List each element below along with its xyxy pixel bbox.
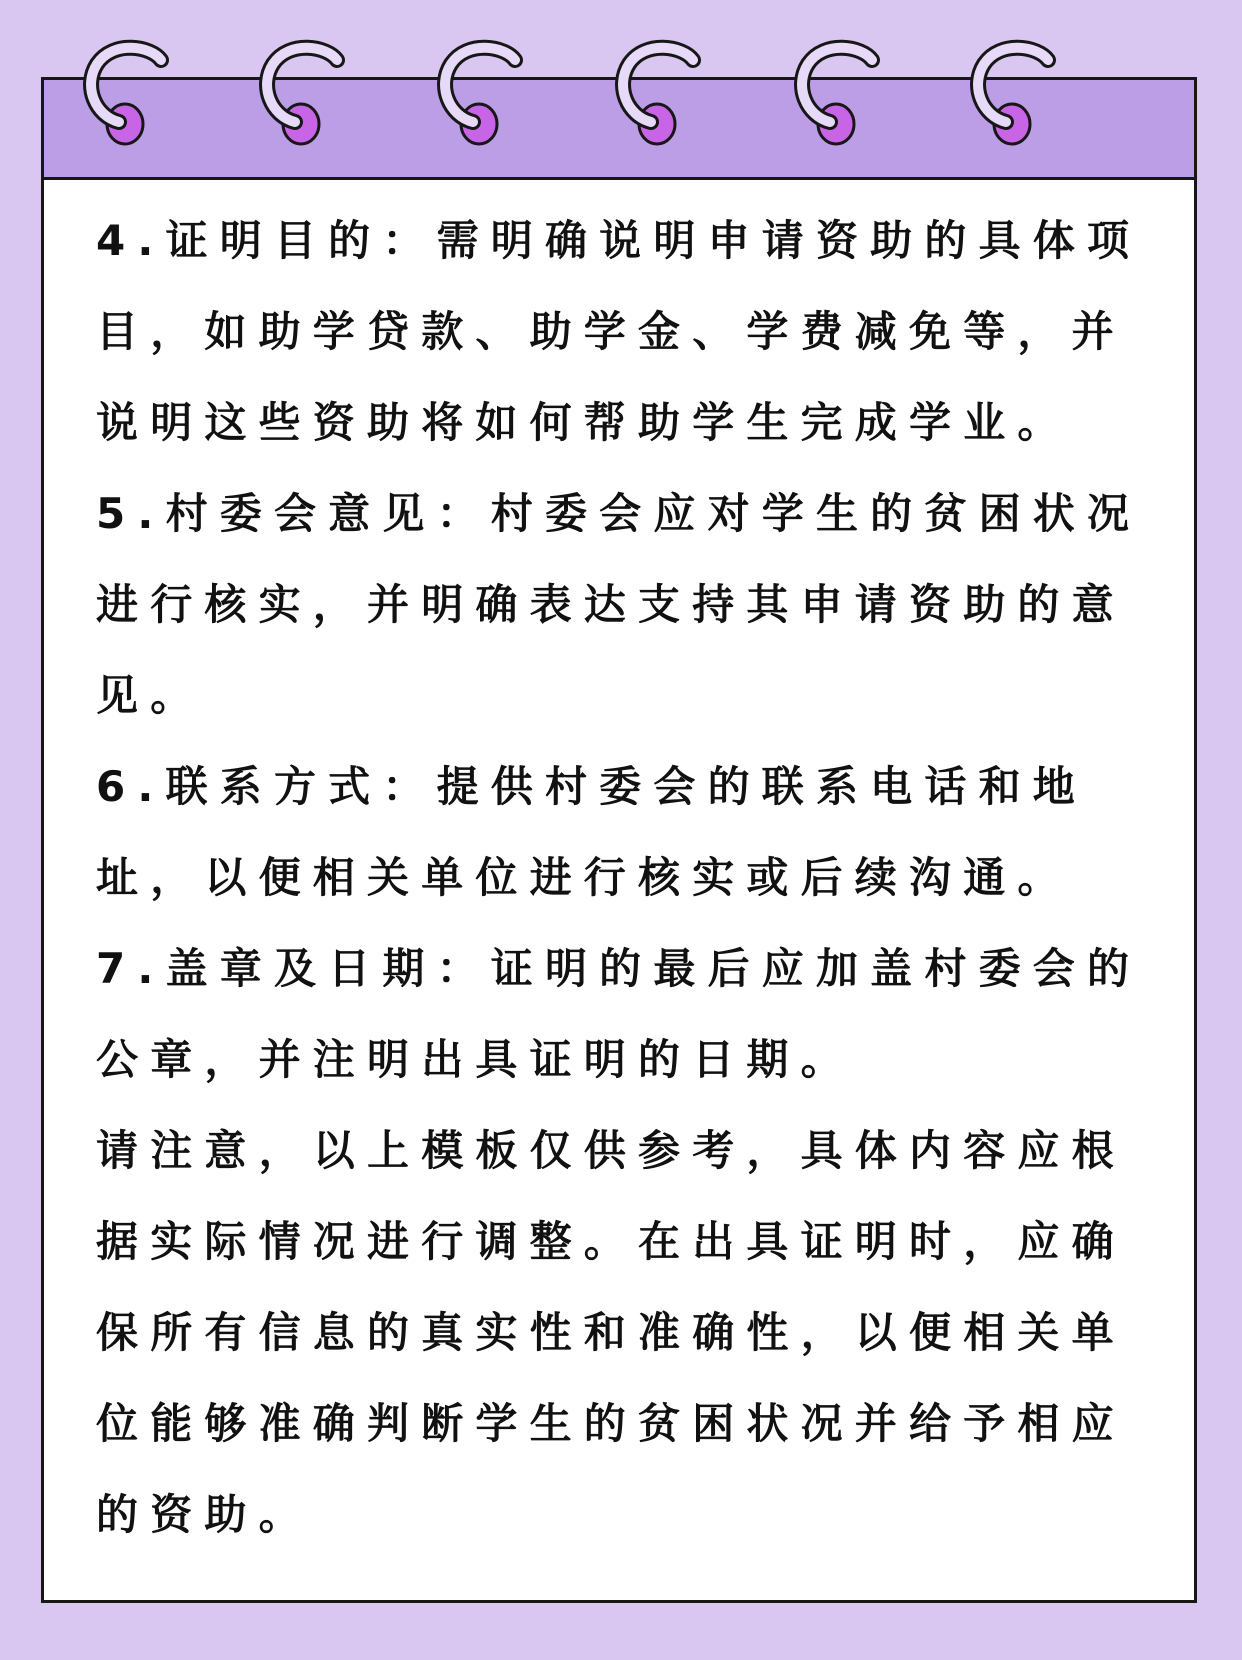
notebook-header-band — [44, 80, 1194, 180]
text-line: 4.证明目的：需明确说明申请资助的具体项 — [96, 216, 1142, 265]
item-purpose — [96, 195, 1142, 468]
text-line: 据实际情况进行调整。在出具证明时，应确 — [96, 1217, 1126, 1266]
item-seal-and-date — [96, 923, 1142, 1105]
text-line: 位能够准确判断学生的贫困状况并给予相应 — [96, 1399, 1126, 1448]
text-line: 见。 — [96, 671, 205, 720]
text-line: 进行核实，并明确表达支持其申请资助的意 — [96, 580, 1126, 629]
closing-note — [96, 1105, 1136, 1560]
item-village-committee-opinion — [96, 468, 1142, 741]
text-line: 请注意，以上模板仅供参考，具体内容应根 — [96, 1126, 1126, 1175]
item-contact-info — [96, 741, 1136, 923]
text-line: 6.联系方式：提供村委会的联系电话和地 — [96, 762, 1087, 811]
note-content — [96, 195, 1142, 1560]
text-line: 7.盖章及日期：证明的最后应加盖村委会的 — [96, 944, 1142, 993]
text-line: 址，以便相关单位进行核实或后续沟通。 — [96, 853, 1072, 902]
text-line: 保所有信息的真实性和准确性，以便相关单 — [96, 1308, 1126, 1357]
text-line: 说明这些资助将如何帮助学生完成学业。 — [96, 398, 1072, 447]
text-line: 公章，并注明出具证明的日期。 — [96, 1035, 855, 1084]
text-line: 的资助。 — [96, 1490, 313, 1539]
text-line: 目，如助学贷款、助学金、学费减免等，并 — [96, 307, 1126, 356]
text-line: 5.村委会意见：村委会应对学生的贫困状况 — [96, 489, 1142, 538]
